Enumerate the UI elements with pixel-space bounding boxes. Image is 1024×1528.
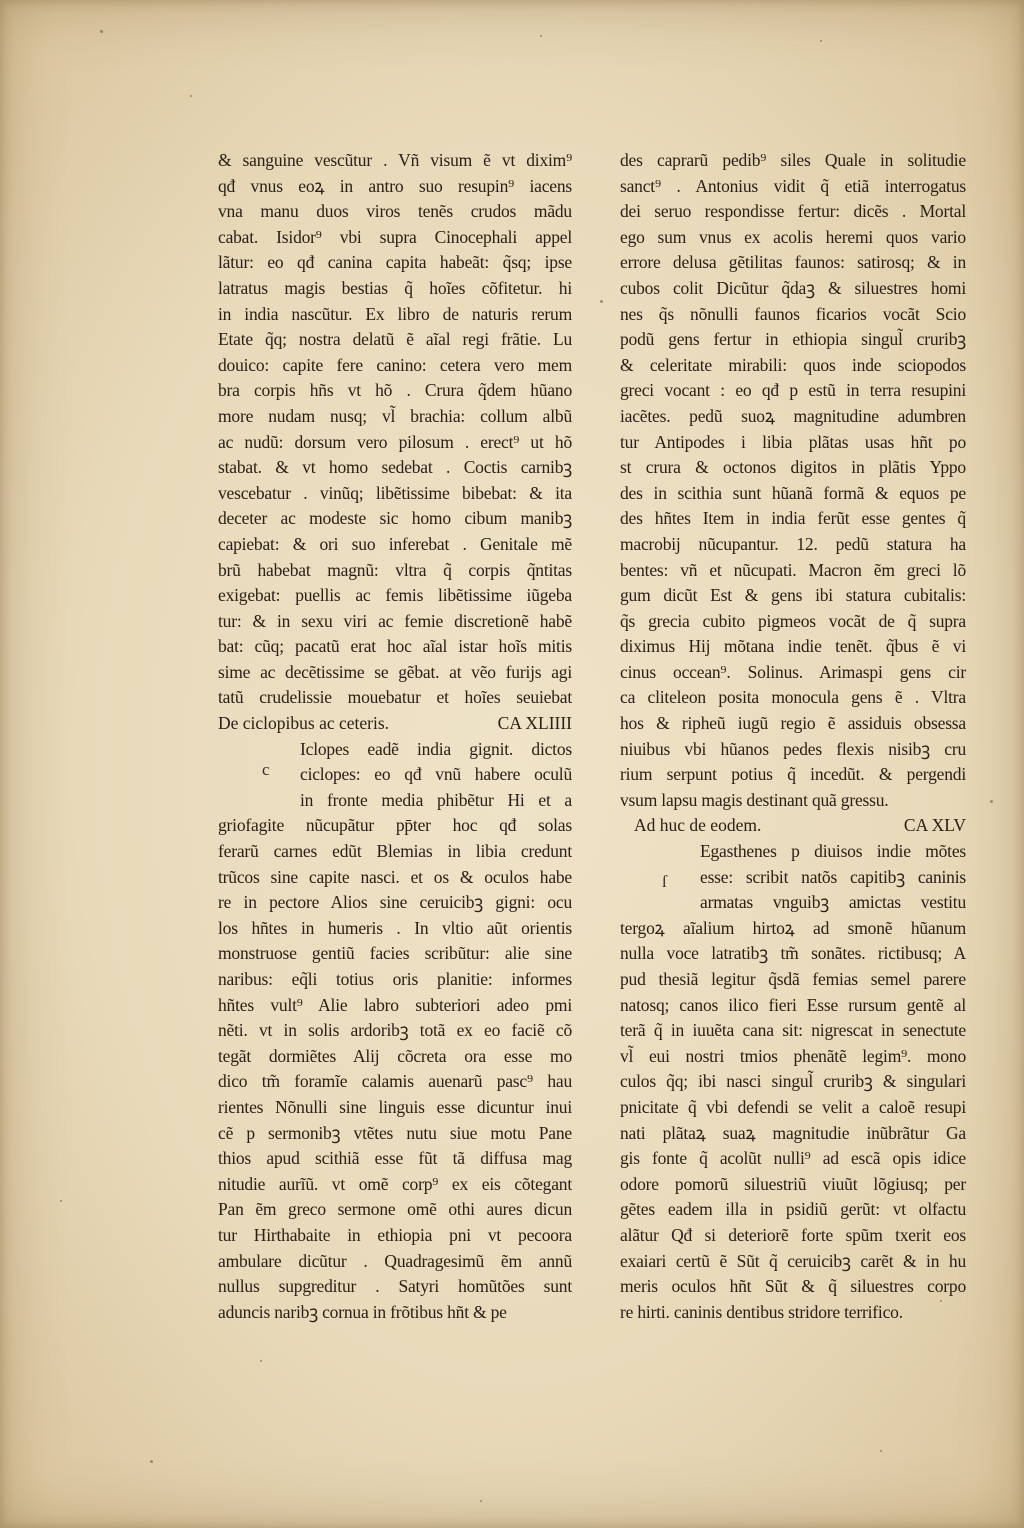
text-line: thios apud scithiã esse fũt tã diffusa mag: [218, 1148, 572, 1169]
text-line: cẽ p sermonibꝫ vtẽtes nutu siue motu Pane: [218, 1122, 572, 1143]
text-line: alãtur Qđ si deteriorẽ forte spũm txerit eos: [620, 1224, 966, 1245]
text-line: meris oculos hñt Sũt & q̃ siluestres corpo: [620, 1276, 966, 1297]
text-line: capiebat: & ori suo inferebat . Genitale mẽ: [218, 533, 572, 554]
chapter-number: CA XLIIII: [497, 713, 572, 734]
guide-letter-right: ſ: [662, 872, 667, 891]
text-line: monstruose gentiũ facies scribũtur: alie sine: [218, 943, 572, 964]
text-line: trũcos sine capite nasci. et os & oculos habe: [218, 866, 572, 887]
text-line: terã q̃ in iuuẽta cana sit: nigrescat in senectute: [620, 1020, 966, 1041]
text-line: in india nascũtur. Ex libro de naturis rerum: [218, 303, 572, 324]
text-line: exaiari certũ ẽ Sũt q̃ ceruicibꝫ carẽt & in hu: [620, 1250, 966, 1271]
text-line: Etate q̃q; nostra delatũ ẽ aĩal regi frãtie. Lu: [218, 329, 572, 350]
stain-spot: [540, 35, 542, 37]
text-line: dei seruo respondisse fertur: dicẽs . Mortal: [620, 201, 966, 222]
text-line: niuibus vbi hũanos pedes flexis nisibꝫ cru: [620, 738, 966, 759]
text-line: in fronte media phibẽtur Hi et a: [300, 789, 572, 810]
text-line: Iclopes eadẽ india gignit. dictos: [300, 738, 572, 759]
text-line: more nudam nusq; vl̃ brachia: collum albũ: [218, 405, 572, 426]
text-line: ferarũ carnes edũt Blemias in libia credunt: [218, 841, 572, 862]
text-line: brũ habebat magnũ: vltra q̃ corpis q̃ntitas: [218, 559, 572, 580]
text-line: sime ac decẽtissime se gẽbat. at vẽo furijs agi: [218, 661, 572, 682]
text-line: bat: cũq; pacatũ erat hoc aĩal istar hoĩs mitis: [218, 636, 572, 657]
text-line: ac nudũ: dorsum vero pilosum . erect⁹ ut hõ: [218, 431, 572, 452]
text-line: errore delusa gẽtilitas faunos: satirosq; & in: [620, 252, 966, 273]
text-line: re hirti. caninis dentibus stridore terrifico.: [620, 1301, 903, 1322]
stain-spot: [60, 1200, 62, 1202]
text-line: greci vocant : eo qđ p estũ in terra resupini: [620, 380, 966, 401]
text-line: nes q̃s nõnulli faunos ficarios vocãt Scio: [620, 303, 966, 324]
text-line: deceter ac modeste sic homo cibum manibꝫ: [218, 508, 572, 529]
text-line: st crura & octonos digitos in plãtis Yppo: [620, 457, 966, 478]
text-line: tergoꝝ aĩalium hirtoꝝ ad smonẽ hũanum: [620, 917, 966, 938]
text-line: culos q̃q; ibi nasci singul̃ cruribꝫ & singulari: [620, 1071, 966, 1092]
text-line: tur: & in sexu viri ac femie discretionẽ habẽ: [218, 610, 572, 631]
text-line: bra corpis hñs vt hõ . Crura q̃dem hũano: [218, 380, 572, 401]
text-line: griofagite nũcupãtur pp̄ter hoc qđ solas: [218, 815, 572, 836]
text-line: cubos colit Dicũtur q̃daꝫ & siluestres homi: [620, 277, 966, 298]
text-line: nitudie aurĩũ. vt omẽ corp⁹ ex eis cõtegant: [218, 1173, 572, 1194]
text-line: gum dicũt Est & gens ibi statura cubitalis:: [620, 585, 966, 606]
text-line: ego sum vnus ex acolis heremi quos vario: [620, 226, 966, 247]
text-line: tur Antipodes i libia plãtas usas hñt po: [620, 431, 966, 452]
text-line: sanct⁹ . Antonius vidit q̃ etiã interrogatus: [620, 175, 966, 196]
text-line: nati plãtaꝝ suaꝝ magnitudie inũbrãtur Ga: [620, 1122, 966, 1143]
chapter-heading-title: Ad huc de eodem.: [634, 815, 762, 836]
text-line: des hñtes Item in india ferũt esse gentes q̃: [620, 508, 966, 529]
text-line: cabat. Isidor⁹ vbi supra Cinocephali appel: [218, 226, 572, 247]
text-line: gis fonte q̃ acolũt nulli⁹ ad escã opis idice: [620, 1148, 966, 1169]
text-line: rientes Nõnulli sine linguis esse dicuntur inui: [218, 1096, 572, 1117]
chapter-heading-title: De ciclopibus ac ceteris.: [218, 713, 390, 734]
stain-spot: [260, 1360, 262, 1362]
text-line: dico tm̃ foramĩe calamis auenarũ pasc⁹ hau: [218, 1071, 572, 1092]
stain-spot: [880, 1450, 882, 1452]
text-line: tegãt dormiẽtes Alij cõcreta ora esse mo: [218, 1045, 572, 1066]
text-line: vescebatur . vinũq; libẽtissime bibebat: & ita: [218, 482, 572, 503]
text-line: gẽtes eadem illa in psidiũ gerũt: vt olfactu: [620, 1199, 966, 1220]
stain-spot: [820, 40, 822, 42]
text-line: ca cliteleon posita monocula gens ẽ . Vltra: [620, 687, 966, 708]
text-line: hos & ripheũ iugũ regio ẽ assiduis obsessa: [620, 713, 966, 734]
text-line: lãtur: eo qđ canina capita habeãt: q̃sq; ipse: [218, 252, 572, 273]
text-line: natosq; canos ilico fieri Esse rursum gentẽ al: [620, 994, 966, 1015]
text-line: podũ gens fertur in ethiopia singul̃ cruribꝫ: [620, 329, 966, 350]
text-line: iacẽtes. pedũ suoꝝ magnitudine adumbren: [620, 405, 966, 426]
text-line: tur Hirthabaite in ethiopia pni vt pecoora: [218, 1224, 572, 1245]
text-line: re in pectore Alios sine ceruicibꝫ gigni: ocu: [218, 892, 572, 913]
guide-letter-left: c: [262, 760, 270, 779]
text-line: stabat. & vt homo sedebat . Coctis carnibꝫ: [218, 457, 572, 478]
text-line: esse: scribit natõs capitibꝫ caninis: [700, 866, 966, 887]
text-line: nẽti. vt in solis ardoribꝫ totã ex eo faciẽ cõ: [218, 1020, 572, 1041]
right-text-column: [620, 148, 966, 1325]
text-line: des caprarũ pedib⁹ siles Quale in solitudie: [620, 150, 966, 170]
text-line: pnicitate q̃ vbi defendi se velit a caloẽ resupi: [620, 1096, 966, 1117]
text-line: armatas vnguibꝫ amictas vestitu: [700, 892, 966, 913]
text-line: des in scithia sunt hũanã formã & equos pe: [620, 482, 966, 503]
stain-spot: [480, 1500, 482, 1502]
text-line: q̃s grecia cubito pigmeos vocãt de q̃ supra: [620, 610, 966, 631]
text-line: latratus magis bestias q̃ hoĩes cõfitetur. hi: [218, 277, 572, 298]
text-line: Pan ẽm greco sermone omẽ othi aures dicun: [218, 1199, 572, 1220]
text-line: los hñtes in humeris . In vltio aũt orientis: [218, 917, 572, 938]
text-line: vsum lapsu magis destinant quã gressu.: [620, 789, 889, 810]
text-line: ambulare dicũtur . Quadragesimũ ẽm annũ: [218, 1250, 572, 1271]
stain-spot: [150, 1460, 153, 1463]
text-line: Egasthenes p diuisos indie mõtes: [700, 841, 966, 862]
stain-spot: [100, 30, 103, 33]
text-line: & celeritate mirabili: quos inde sciopodos: [620, 354, 966, 375]
text-line: douico: capite fere canino: cetera vero mem: [218, 354, 572, 375]
chapter-heading: [620, 813, 966, 839]
stain-spot: [940, 1300, 942, 1302]
text-line: & sanguine vescũtur . Vñ visum ẽ vt dixim⁹: [218, 150, 572, 170]
text-line: macrobij nũcupantur. 12. pedũ statura ha: [620, 533, 966, 554]
chapter-heading: [218, 711, 572, 737]
text-line: nullus supgreditur . Satyri homũtões sunt: [218, 1276, 572, 1297]
stain-spot: [190, 95, 192, 97]
text-line: diximus Hij mõtana indie tenẽt. q̃bus ẽ vi: [620, 636, 966, 657]
stain-spot: [990, 800, 993, 803]
text-line: pud thesiã legitur q̃sdã femias semel parere: [620, 969, 966, 989]
text-line: ciclopes: eo qđ vnũ habere oculũ: [300, 764, 572, 785]
text-line: nulla voce latratibꝫ tm̃ sonãtes. rictibusq; A: [620, 943, 966, 964]
text-line: bentes: vñ et nũcupati. Macron ẽm greci lõ: [620, 559, 966, 580]
chapter-number: CA XLV: [903, 815, 966, 836]
text-line: vna manu duos viros tenẽs crudos mãdu: [218, 201, 572, 222]
text-line: hñtes vult⁹ Alie labro subteriori adeo pmi: [218, 994, 572, 1015]
stain-spot: [600, 300, 603, 303]
text-line: tatũ crudelissie mouebatur et hoĩes seuiebat: [218, 687, 572, 708]
text-line: rium serpunt potius q̃ incedũt. & pergendi: [620, 764, 966, 785]
text-line: odore pomorũ siluestriũ viuũt lõgiusq; per: [620, 1173, 966, 1194]
text-line: aduncis naribꝫ cornua in frõtibus hñt & pe: [218, 1301, 507, 1322]
text-line: exigebat: puellis ac femis libẽtissime iũgeba: [218, 585, 572, 606]
left-text-column: [218, 148, 572, 1325]
text-line: qđ vnus eoꝝ in antro suo resupin⁹ iacens: [218, 175, 572, 196]
text-line: vl̃ eui nostri tmios phenãtẽ legim⁹. mono: [620, 1045, 966, 1066]
text-line: cinus occean⁹. Solinus. Arimaspi gens cir: [620, 661, 966, 682]
text-line: naribus: eq̃li totius oris planitie: informes: [218, 969, 572, 989]
